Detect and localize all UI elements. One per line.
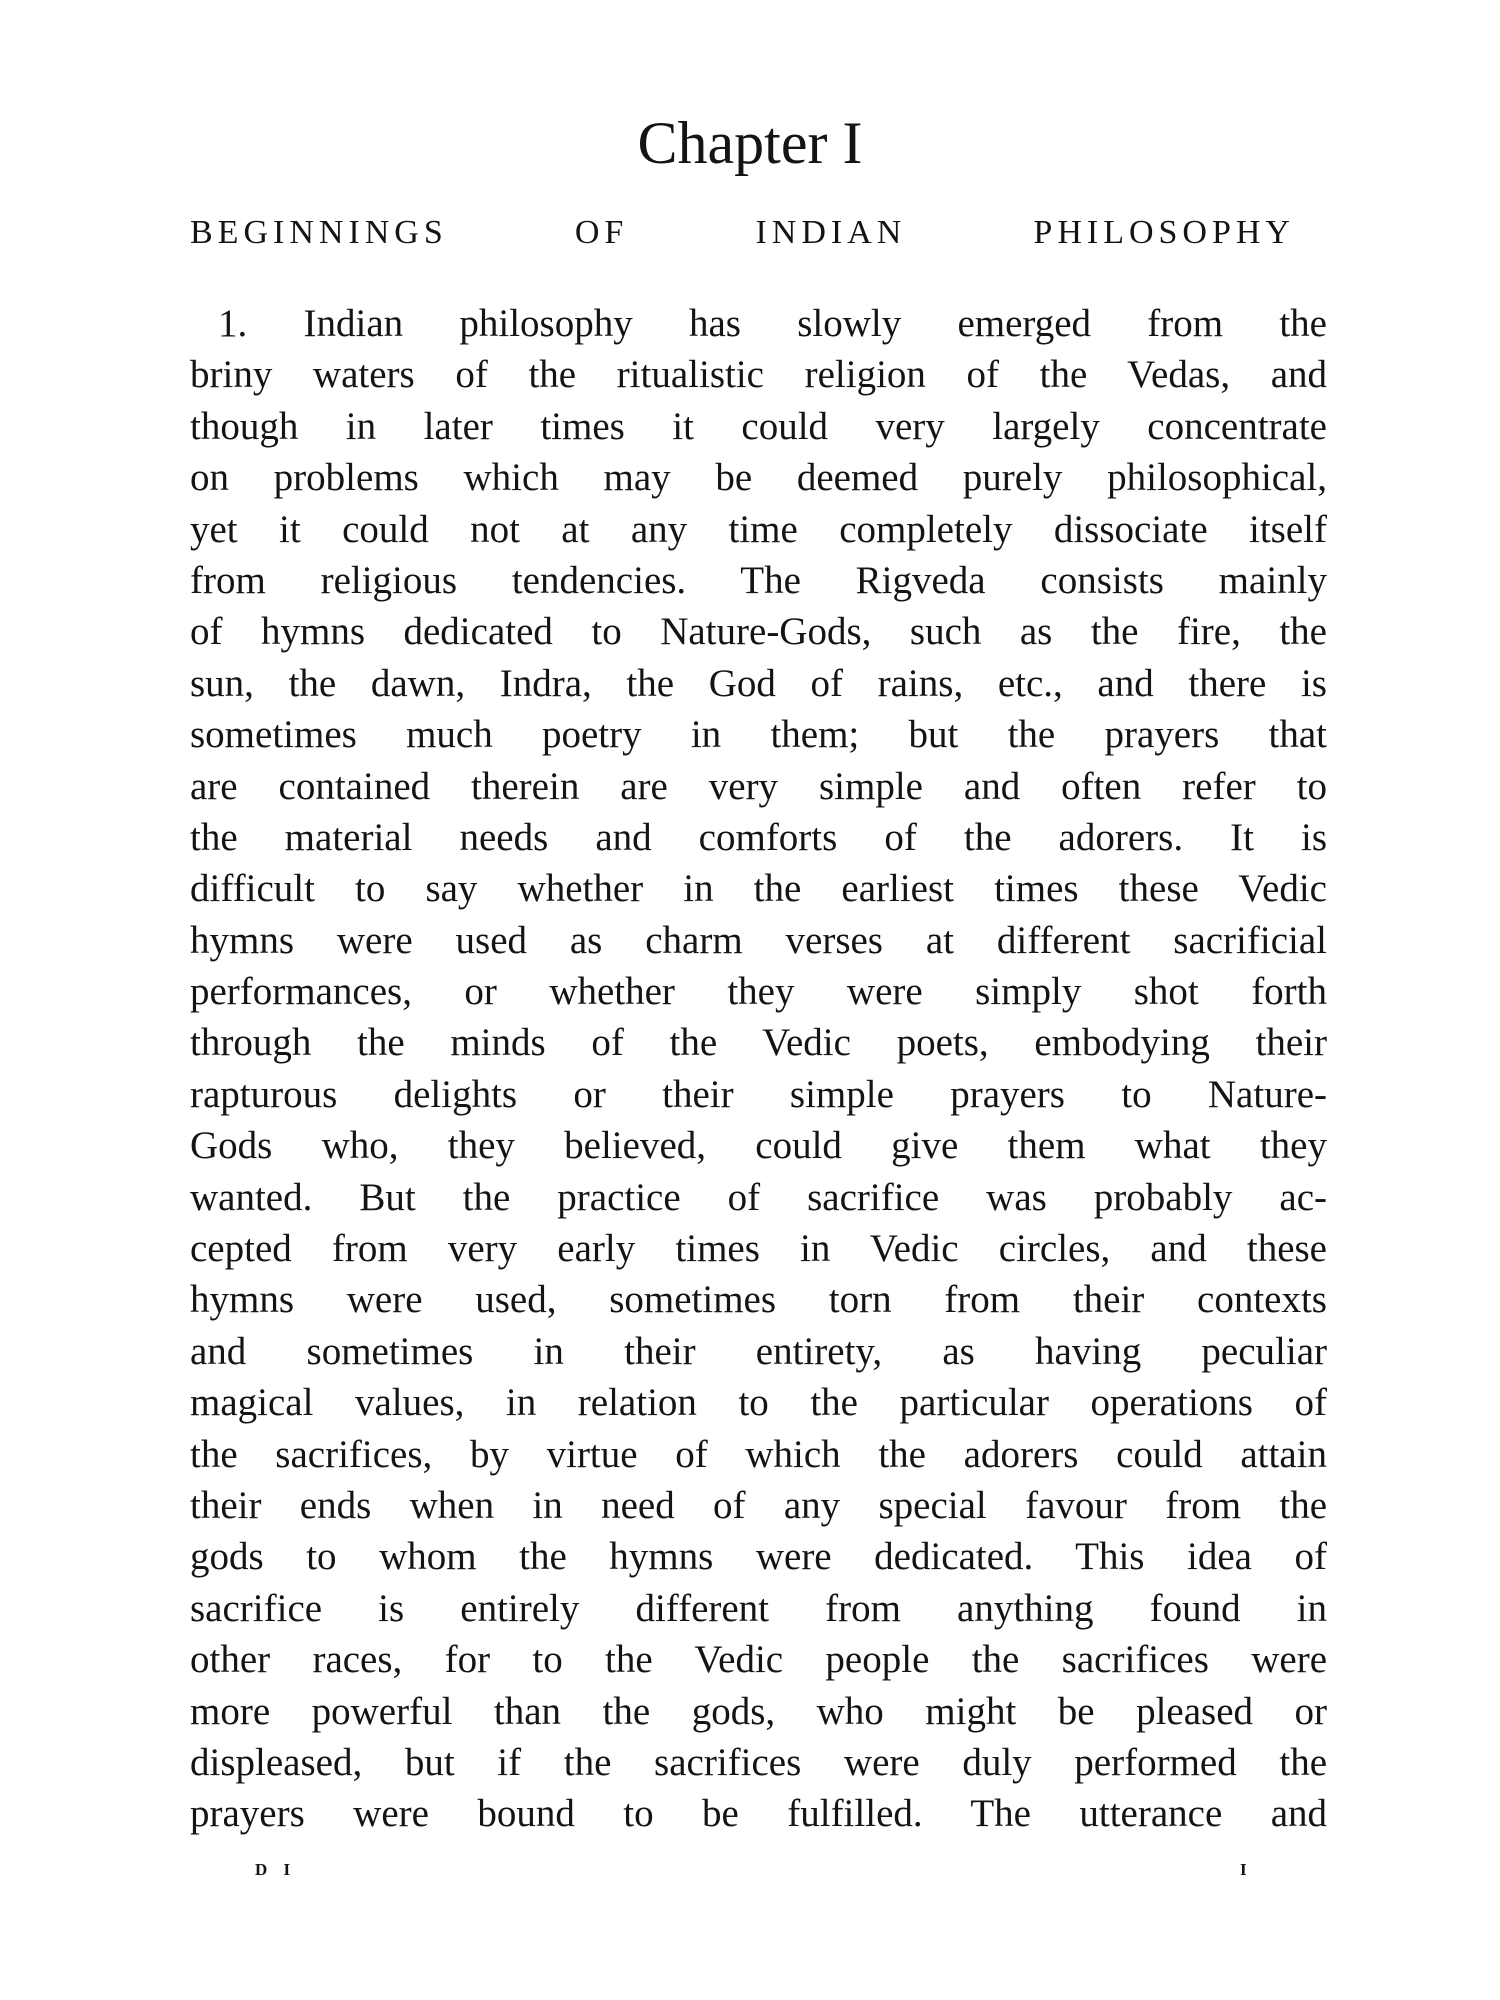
text-line: through the minds of the Vedic poets, embodying their (190, 1021, 1327, 1065)
page-number: I (1240, 1860, 1247, 1879)
text-line: briny waters of the ritualistic religion of the Vedas, and (190, 353, 1327, 397)
chapter-title: Chapter I (637, 110, 863, 176)
text-line: cepted from very early times in Vedic circles, and these (190, 1227, 1327, 1271)
text-line: sun, the dawn, Indra, the God of rains, etc., and there is (190, 661, 1327, 705)
text-line: other races, for to the Vedic people the sacrifices were (190, 1638, 1327, 1682)
text-line: Gods who, they believed, could give them what they (190, 1124, 1327, 1168)
text-line: from religious tendencies. The Rigveda consists mainly (190, 558, 1327, 602)
section-heading: BEGINNINGS OF INDIAN PHILOSOPHY (190, 214, 1295, 251)
text-line: and sometimes in their entirety, as having peculiar (190, 1329, 1327, 1373)
text-line: yet it could not at any time completely dissociate itself (190, 507, 1327, 551)
text-line: displeased, but if the sacrifices were duly performed the (190, 1740, 1327, 1784)
text-line: the sacrifices, by virtue of which the adorers could attain (190, 1432, 1327, 1476)
body-paragraph (190, 298, 1327, 1840)
text-line: performances, or whether they were simply shot forth (190, 970, 1327, 1014)
text-line: magical values, in relation to the particular operations of (190, 1381, 1327, 1425)
text-line: on problems which may be deemed purely philosophical, (190, 456, 1327, 500)
text-line: difficult to say whether in the earliest times these Vedic (190, 867, 1327, 911)
text-line: of hymns dedicated to Nature-Gods, such as the fire, the (190, 610, 1327, 654)
text-line: wanted. But the practice of sacrifice was probably ac- (190, 1175, 1327, 1219)
text-line: hymns were used as charm verses at different sacrificial (190, 918, 1327, 962)
text-line: prayers were bound to be fulfilled. The utterance and (190, 1792, 1327, 1836)
text-line: more powerful than the gods, who might be pleased or (190, 1689, 1327, 1733)
text-line: the material needs and comforts of the adorers. It is (190, 815, 1327, 859)
text-line: their ends when in need of any special favour from the (190, 1483, 1327, 1527)
signature-mark: D I (255, 1860, 297, 1879)
text-line: gods to whom the hymns were dedicated. This idea of (190, 1535, 1327, 1579)
text-line: though in later times it could very largely concentrate (190, 404, 1327, 448)
text-line: 1. Indian philosophy has slowly emerged from the (218, 302, 1327, 345)
text-line: rapturous delights or their simple prayers to Nature- (190, 1072, 1327, 1116)
text-line: sacrifice is entirely different from anything found in (190, 1586, 1327, 1630)
text-line: sometimes much poetry in them; but the prayers that (190, 713, 1327, 757)
text-line: are contained therein are very simple and often refer to (190, 764, 1327, 808)
text-line: hymns were used, sometimes torn from their contexts (190, 1278, 1327, 1322)
